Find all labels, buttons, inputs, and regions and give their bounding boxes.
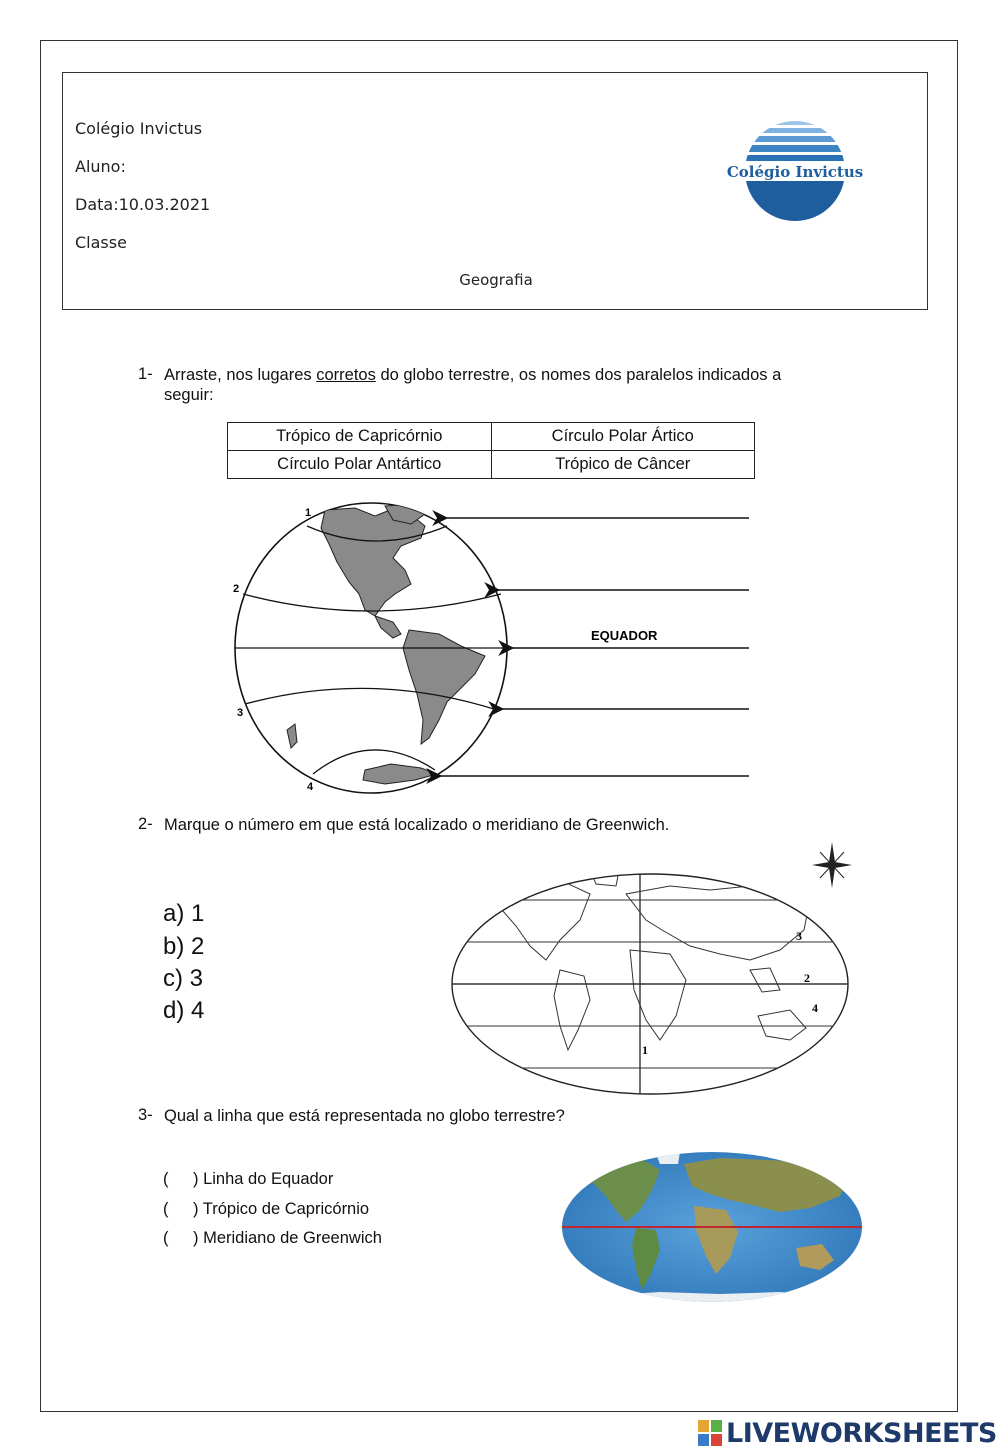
q3-option-2-label: ) Trópico de Capricórnio — [193, 1200, 370, 1218]
name-tropico-capricornio[interactable]: Trópico de Capricórnio — [228, 423, 492, 451]
student-label: Aluno: — [75, 157, 126, 176]
name-circulo-polar-artico[interactable]: Círculo Polar Ártico — [491, 423, 755, 451]
question-1-text-b: do globo terrestre, os nomes dos paralelos indicados a seguir: — [164, 366, 782, 404]
globe-label-4: 4 — [307, 781, 314, 793]
subject-label: Geografia — [459, 271, 533, 289]
globe-label-3: 3 — [237, 707, 244, 719]
name-circulo-polar-antartico[interactable]: Círculo Polar Antártico — [228, 451, 492, 479]
map-label-1: 1 — [642, 1043, 648, 1057]
q3-option-2[interactable] — [163, 1200, 369, 1219]
equator-label: EQUADOR — [591, 628, 658, 643]
school-logo — [726, 119, 864, 223]
parallel-names-table — [227, 422, 755, 479]
world-map-outline — [450, 850, 860, 1098]
q3-option-1-checkbox[interactable]: ( — [163, 1170, 169, 1188]
globe-diagram — [225, 498, 755, 798]
map-label-2: 2 — [804, 971, 810, 985]
question-2-text: Marque o número em que está localizado o meridiano de Greenwich. — [164, 816, 670, 834]
name-tropico-cancer[interactable]: Trópico de Câncer — [491, 451, 755, 479]
school-name: Colégio Invictus — [75, 119, 203, 138]
question-1-text — [164, 365, 824, 405]
liveworksheets-brand — [698, 1418, 997, 1448]
date-label: Data:10.03.2021 — [75, 195, 211, 214]
compass-rose-icon — [812, 842, 852, 888]
q3-option-3-label: ) Meridiano de Greenwich — [193, 1229, 382, 1247]
globe-label-1: 1 — [305, 507, 312, 519]
question-1-underlined: corretos — [316, 366, 376, 384]
q3-option-1-label: ) Linha do Equador — [193, 1170, 334, 1188]
question-1-number: 1- — [138, 365, 153, 383]
logo-text: Colégio Invictus — [726, 163, 864, 181]
question-2-number: 2- — [138, 815, 153, 833]
q3-option-1[interactable] — [163, 1170, 333, 1189]
header-box — [62, 72, 928, 310]
globe-label-2: 2 — [233, 583, 240, 595]
q3-option-3-checkbox[interactable]: ( — [163, 1229, 169, 1247]
world-map-color — [560, 1150, 864, 1304]
q2-option-a[interactable]: a) 1 — [163, 900, 205, 927]
class-label: Classe — [75, 233, 127, 252]
q3-option-2-checkbox[interactable]: ( — [163, 1200, 169, 1218]
q2-option-b[interactable]: b) 2 — [163, 933, 205, 960]
q2-option-d[interactable]: d) 4 — [163, 997, 205, 1024]
map-label-4: 4 — [812, 1001, 818, 1015]
question-3-text: Qual a linha que está representada no globo terrestre? — [164, 1107, 565, 1125]
q3-option-3[interactable] — [163, 1229, 382, 1248]
question-3-number: 3- — [138, 1106, 153, 1124]
question-1-text-a: Arraste, nos lugares — [164, 366, 317, 384]
brand-text: LIVEWORKSHEETS — [726, 1417, 997, 1449]
map-label-3: 3 — [796, 929, 802, 943]
liveworksheets-logo-icon — [698, 1420, 722, 1446]
q2-option-c[interactable]: c) 3 — [163, 965, 204, 992]
